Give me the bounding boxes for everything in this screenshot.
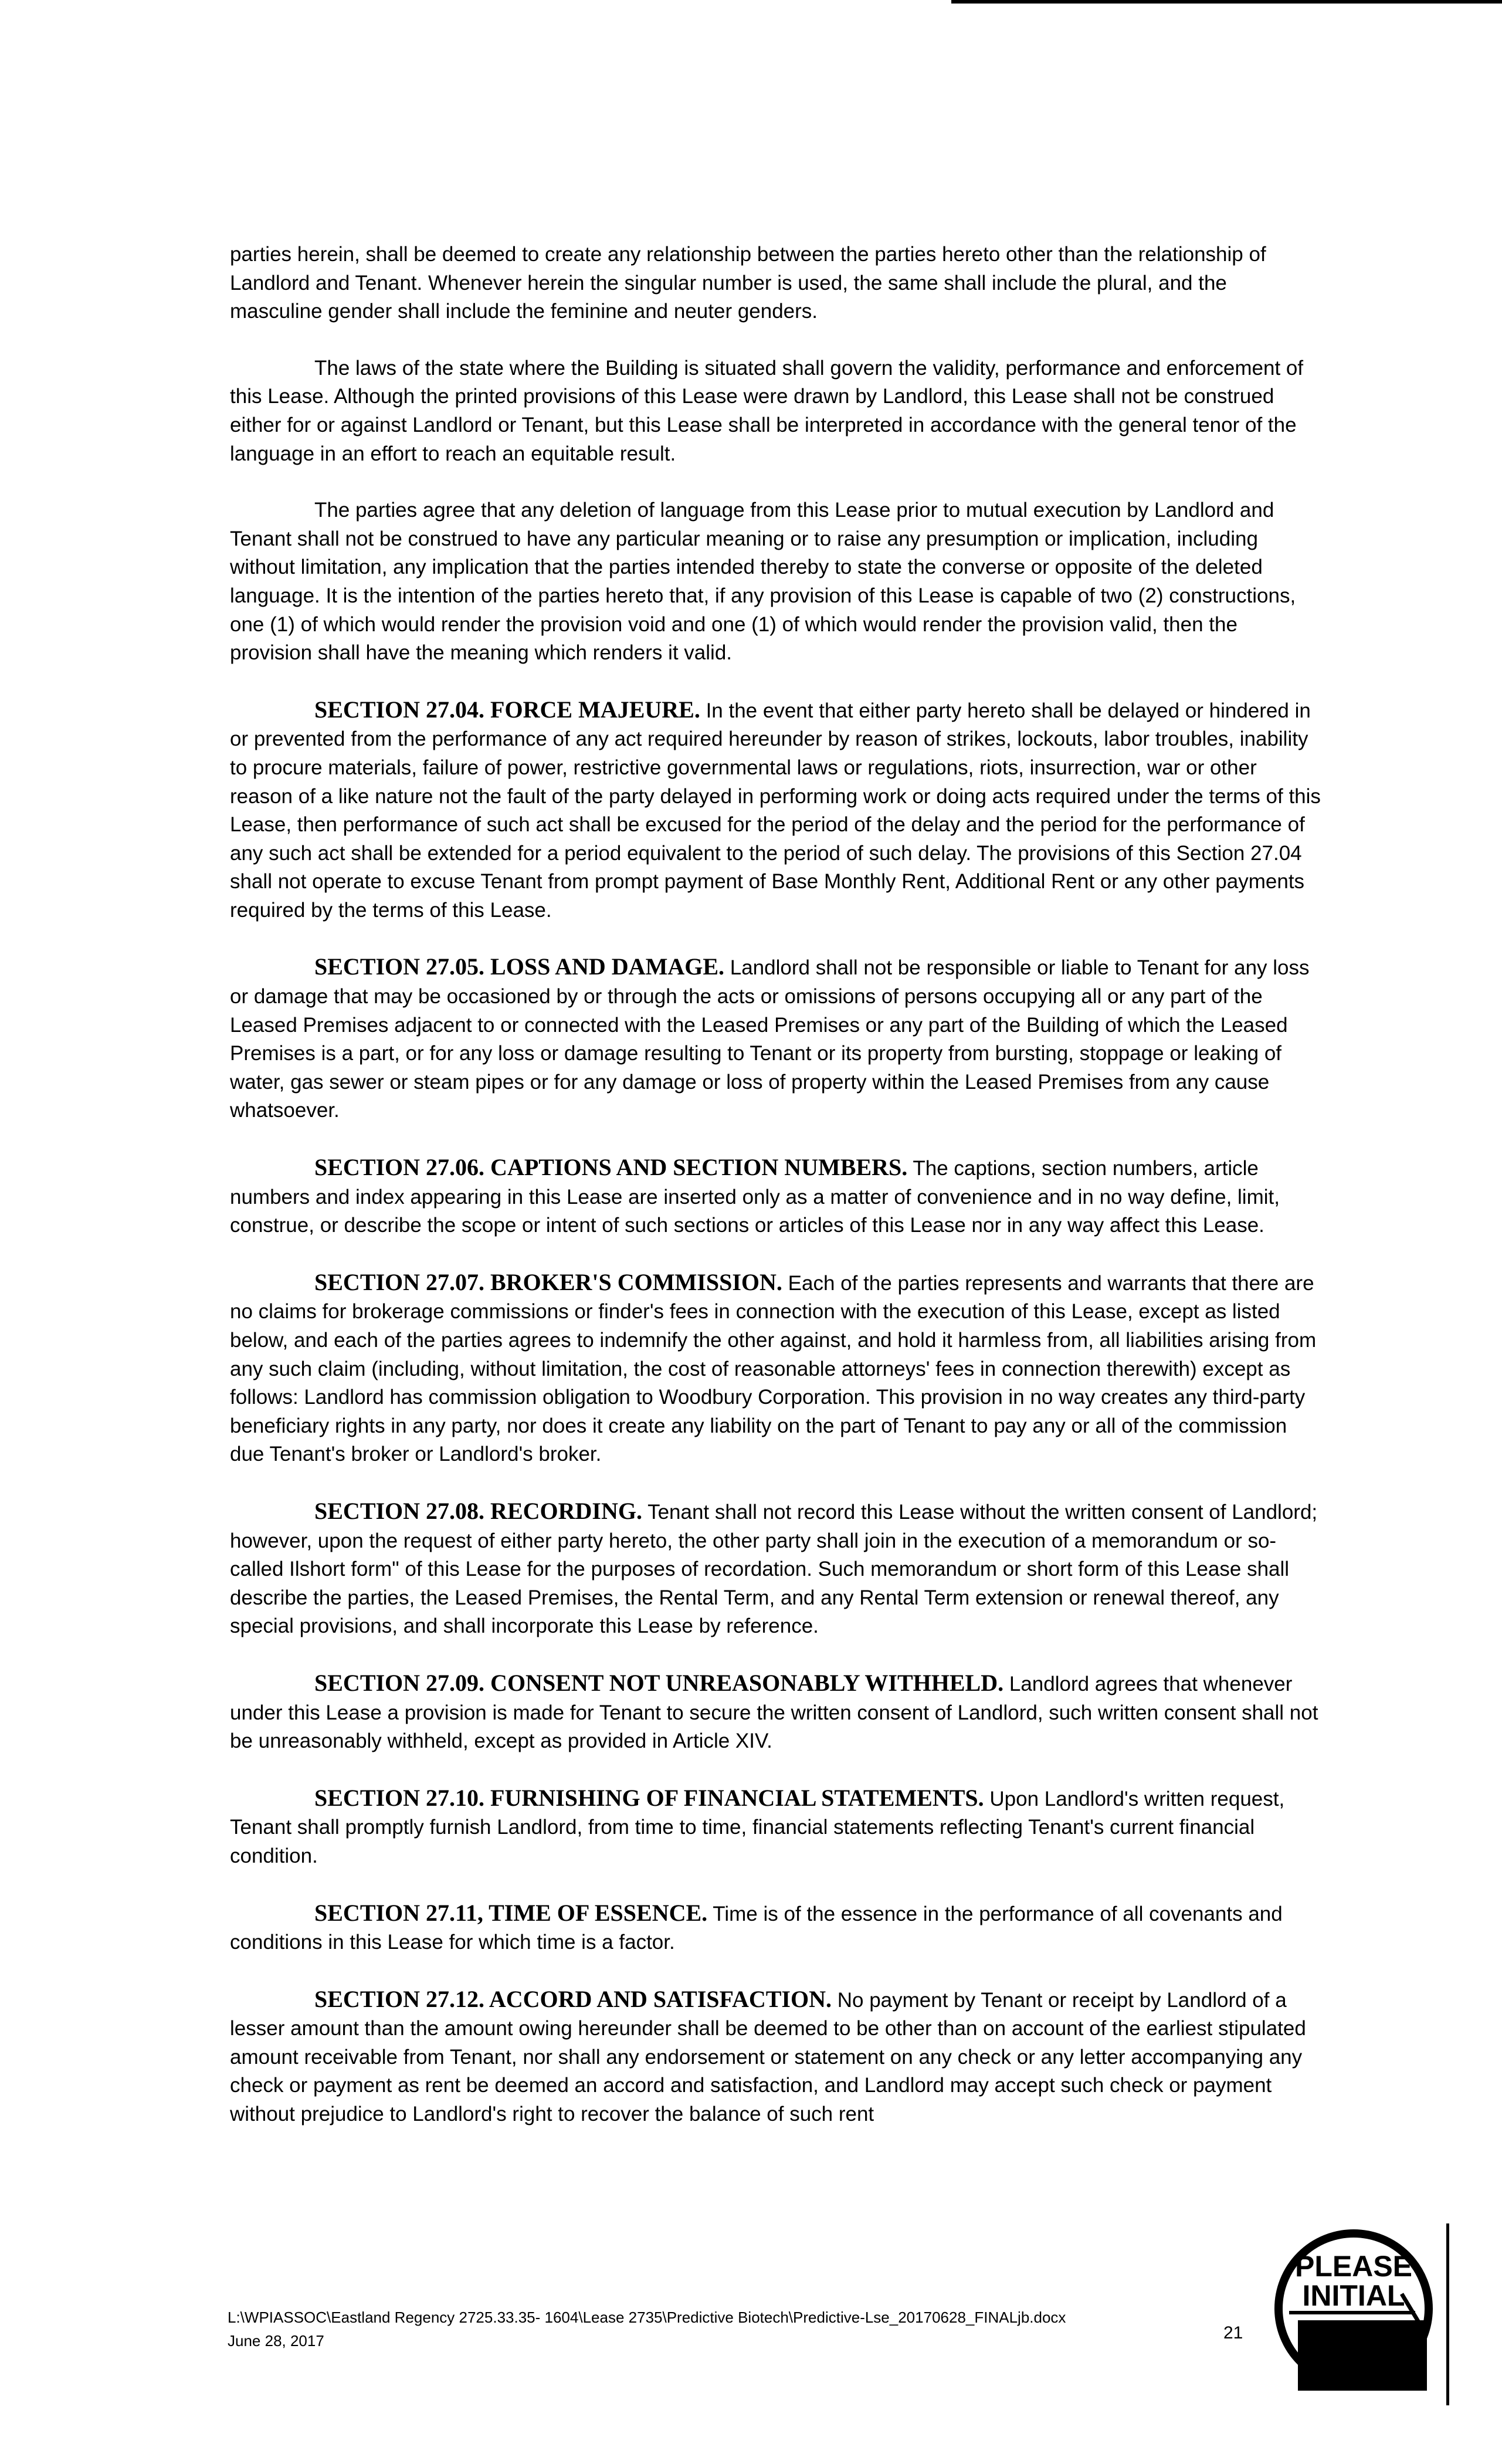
section-heading: SECTION 27.06. CAPTIONS AND SECTION NUMBERS. xyxy=(314,1154,908,1181)
section-heading: SECTION 27.07. BROKER'S COMMISSION. xyxy=(314,1268,782,1295)
section-text: Upon Landlord's written request, Tenant shall promptly furnish Landlord, from time to time, financial statements reflecting Tenant's current financial condition. xyxy=(230,1787,1285,1867)
section-heading: SECTION 27.10. FURNISHING OF FINANCIAL STATEMENTS. xyxy=(314,1784,984,1811)
page-number: 21 xyxy=(1223,2323,1243,2343)
section-27-04 xyxy=(230,696,1321,925)
stamp-line-please: PLEASE xyxy=(1294,2250,1413,2283)
section-heading: SECTION 27.05. LOSS AND DAMAGE. xyxy=(314,953,725,980)
footer-date: June 28, 2017 xyxy=(228,2332,324,2350)
section-text: No payment by Tenant or receipt by Landlord of a lesser amount than the amount owing hereunder shall be deemed to be other than on account of the earliest stipulated amount receivable from Tenant, nor shall any endorsement or statement on any check or any letter accompanying any check or payment as rent be deemed an accord and satisfaction, and Landlord may accept such check or payment without prejudice to Landlord's right to recover the balance of such rent xyxy=(230,1988,1306,2126)
section-27-05 xyxy=(230,953,1321,1125)
section-heading: SECTION 27.12. ACCORD AND SATISFACTION. xyxy=(314,1985,832,2012)
paragraph-continuation xyxy=(230,241,1321,326)
section-text: Time is of the essence in the performance of all covenants and conditions in this Lease for which time is a factor. xyxy=(230,1902,1283,1954)
section-27-09 xyxy=(230,1669,1321,1756)
section-text: Landlord agrees that whenever under this Lease a provision is made for Tenant to secure the written consent of Landlord, such written consent shall not be unreasonably withheld, except as provided in Article XIV. xyxy=(230,1672,1318,1753)
paragraph-deletion-of-language xyxy=(230,496,1321,668)
paragraph-governing-law xyxy=(230,354,1321,468)
section-text: The captions, section numbers, article numbers and index appearing in this Lease are inserted only as a matter of convenience and in no way define, limit, construe, or describe the scope or intent of such sections or articles of this Lease nor in any way affect this Lease. xyxy=(230,1157,1280,1237)
section-27-06 xyxy=(230,1153,1321,1240)
section-heading: SECTION 27.09. CONSENT NOT UNREASONABLY WITHHELD. xyxy=(314,1669,1004,1696)
footer-file-path: L:\WPIASSOC\Eastland Regency 2725.33.35- 1604\Lease 2735\Predictive Biotech\Predictive-Lse_20170628_FINALjb.docx xyxy=(228,2309,1066,2326)
section-27-10 xyxy=(230,1784,1321,1871)
section-text: Tenant shall not record this Lease without the written consent of Landlord; however, upon the request of either party hereto, the other party shall join in the execution of a memorandum or so-called Ilshort form" of this Lease for the purposes of recordation. Such memorandum or short form of this Lease shall describe the parties, the Leased Premises, the Rental Term, and any Rental Term extension or renewal thereof, any special provisions, and shall incorporate this Lease by reference. xyxy=(230,1500,1318,1638)
section-heading: SECTION 27.08. RECORDING. xyxy=(314,1497,642,1524)
paragraph-text: The parties agree that any deletion of language from this Lease prior to mutual execution by Landlord and Tenant shall not be construed to have any particular meaning or to raise any presumption or implication, including without limitation, any implication that the parties intended thereby to state the converse or opposite of the deleted language. It is the intention of the parties hereto that, if any provision of this Lease is capable of two (2) constructions, one (1) of which would render the provision void and one (1) of which would render the provision valid, then the provision shall have the meaning which renders it valid. xyxy=(230,499,1296,665)
stamp-line-initial: INITIAL xyxy=(1302,2279,1405,2312)
section-27-08 xyxy=(230,1497,1321,1641)
section-heading: SECTION 27.11, TIME OF ESSENCE. xyxy=(314,1899,708,1926)
side-rule xyxy=(1446,2223,1449,2405)
top-rule xyxy=(951,0,1502,4)
section-text: Each of the parties represents and warrants that there are no claims for brokerage commissions or finder's fees in connection with the execution of this Lease, except as listed below, and each of the parties agrees to indemnify the other against, and hold it harmless from, all liabilities arising from any such claim (including, without limitation, the cost of reasonable attorneys' fees in connection therewith) except as follows: Landlord has commission obligation to Woodbury Corporation. This provision in no way creates any third-party beneficiary rights in any party, nor does it create any liability on the part of Tenant to pay any or all of the commission due Tenant's broker or Landlord's broker. xyxy=(230,1271,1317,1466)
section-text: In the event that either party hereto shall be delayed or hindered in or prevented from the performance of any act required hereunder by reason of strikes, lockouts, labor troubles, inability to procure materials, failure of power, restrictive governmental laws or regulations, riots, insurrection, war or other reason of a like nature not the fault of the party delayed in performing work or doing acts required under the terms of this Lease, then performance of such act shall be excused for the period of the delay and the period for the performance of any such act shall be extended for a period equivalent to the period of such delay. The provisions of this Section 27.04 shall not operate to excuse Tenant from prompt payment of Base Monthly Rent, Additional Rent or any other payments required by the terms of this Lease. xyxy=(230,699,1321,922)
document-body xyxy=(230,241,1321,2129)
section-heading: SECTION 27.04. FORCE MAJEURE. xyxy=(314,696,700,723)
section-27-07 xyxy=(230,1268,1321,1469)
stamp-redaction-block xyxy=(1298,2320,1427,2391)
paragraph-text: parties herein, shall be deemed to create any relationship between the parties hereto other than the relationship of Landlord and Tenant. Whenever herein the singular number is used, the same shall include the plural, and the masculine gender shall include the feminine and neuter genders. xyxy=(230,243,1266,323)
section-27-11 xyxy=(230,1899,1321,1957)
please-initial-stamp xyxy=(1266,2206,1453,2411)
section-text: Landlord shall not be responsible or liable to Tenant for any loss or damage that may be occasioned by or through the acts or omissions of persons occupying all or any part of the Leased Premises adjacent to or connected with the Leased Premises or any part of the Building of which the Leased Premises is a part, or for any loss or damage resulting to Tenant or its property from bursting, stoppage or leaking of water, gas sewer or steam pipes or for any damage or loss of property within the Leased Premises from any cause whatsoever. xyxy=(230,956,1310,1122)
paragraph-text: The laws of the state where the Building is situated shall govern the validity, performance and enforcement of this Lease. Although the printed provisions of this Lease were drawn by Landlord, this Lease shall not be construed either for or against Landlord or Tenant, but this Lease shall be interpreted in accordance with the general tenor of the language in an effort to reach an equitable result. xyxy=(230,356,1304,465)
section-27-12 xyxy=(230,1985,1321,2129)
